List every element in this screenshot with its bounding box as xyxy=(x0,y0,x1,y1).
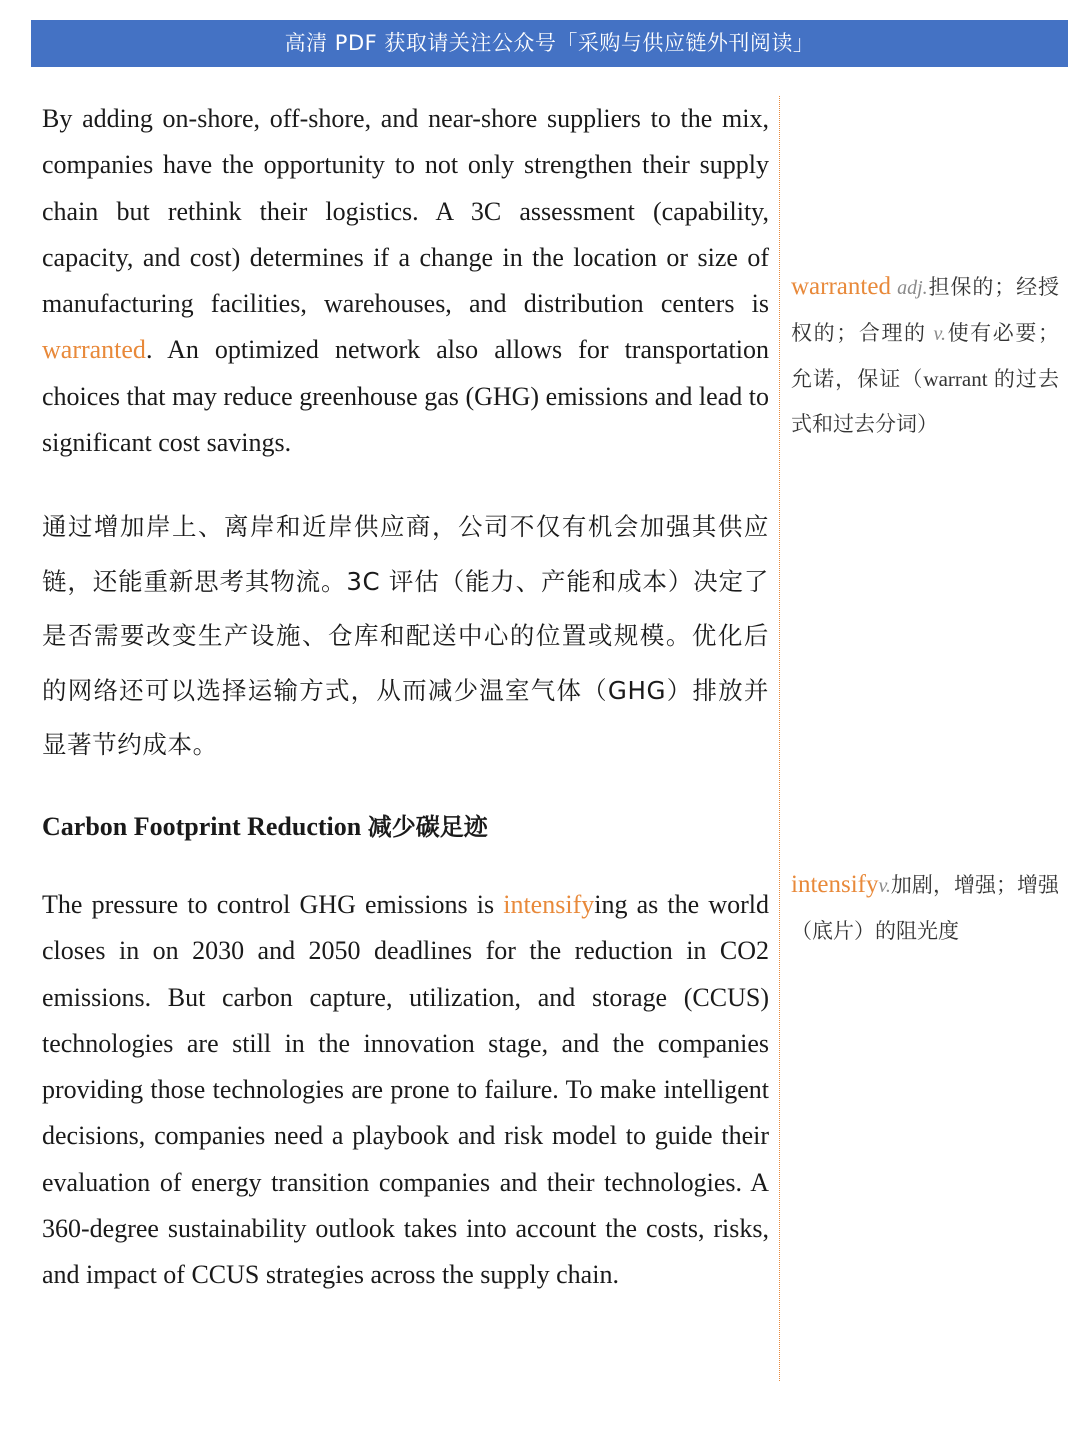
vocab-definition: 使有必要；允诺，保证（warrant 的过去式和过去分词） xyxy=(791,321,1060,436)
header-banner xyxy=(31,20,1068,67)
section-heading xyxy=(42,807,488,842)
vocab-term: warranted xyxy=(791,273,891,300)
paragraph-3-text-before: The pressure to control GHG emissions is xyxy=(42,890,504,919)
paragraph-1-text-before: By adding on-shore, off-shore, and near-shore suppliers to the mix, companies have the opportunity to not only strengthen their supply chain but rethink their logistics. A 3C assessment (capability, capacity, and cost) determines if a change in the location or size of manufacturing facilities, warehouses, and distribution centers is xyxy=(42,104,769,319)
part-of-speech: v. xyxy=(933,323,946,345)
vocab-definition: 担保的；经授权的；合理的 xyxy=(791,275,1059,345)
part-of-speech: adj. xyxy=(897,277,928,299)
english-paragraph-2 xyxy=(42,882,769,1299)
section-heading-zh: 减少碳足迹 xyxy=(367,813,488,841)
highlighted-word-warranted: warranted xyxy=(42,335,146,365)
english-paragraph-1 xyxy=(42,96,769,466)
margin-divider xyxy=(779,96,780,1381)
chinese-paragraph-translation: 通过增加岸上、离岸和近岸供应商，公司不仅有机会加强其供应链，还能重新思考其物流。3C 评估（能力、产能和成本）决定了是否需要改变生产设施、仓库和配送中心的位置或规模。优化后的网络还可以选择运输方式，从而减少温室气体（GHG）排放并显著节约成本。 xyxy=(42,512,769,759)
highlighted-word-intensify: intensify xyxy=(503,890,595,919)
paragraph-1-text-after: . An optimized network also allows for transportation choices that may reduce greenhouse gas (GHG) emissions and lead to significant cost savings. xyxy=(42,335,769,458)
vocab-definition: 加剧，增强；增强（底片）的阻光度 xyxy=(791,873,1059,943)
section-heading-en: Carbon Footprint Reduction xyxy=(42,812,368,841)
banner-text: 高清 PDF 获取请关注公众号「采购与供应链外刊阅读」 xyxy=(284,31,815,55)
paragraph-3-text-after: ing as the world closes in on 2030 and 2050 deadlines for the reduction in CO2 emissions. But carbon capture, utilization, and storage (CCUS) technologies are still in the innovation stage, and the companies providing those technologies are prone to failure. To make intelligent decisions, companies need a playbook and risk model to guide their evaluation of energy transition companies and their technologies. A 360-degree sustainability outlook takes into account the costs, risks, and impact of CCUS strategies across the supply chain. xyxy=(42,890,769,1290)
vocab-note-warranted xyxy=(791,264,1059,447)
vocab-note-intensify xyxy=(791,862,1059,954)
vocab-term: intensify xyxy=(791,871,879,898)
part-of-speech: v. xyxy=(878,875,891,897)
